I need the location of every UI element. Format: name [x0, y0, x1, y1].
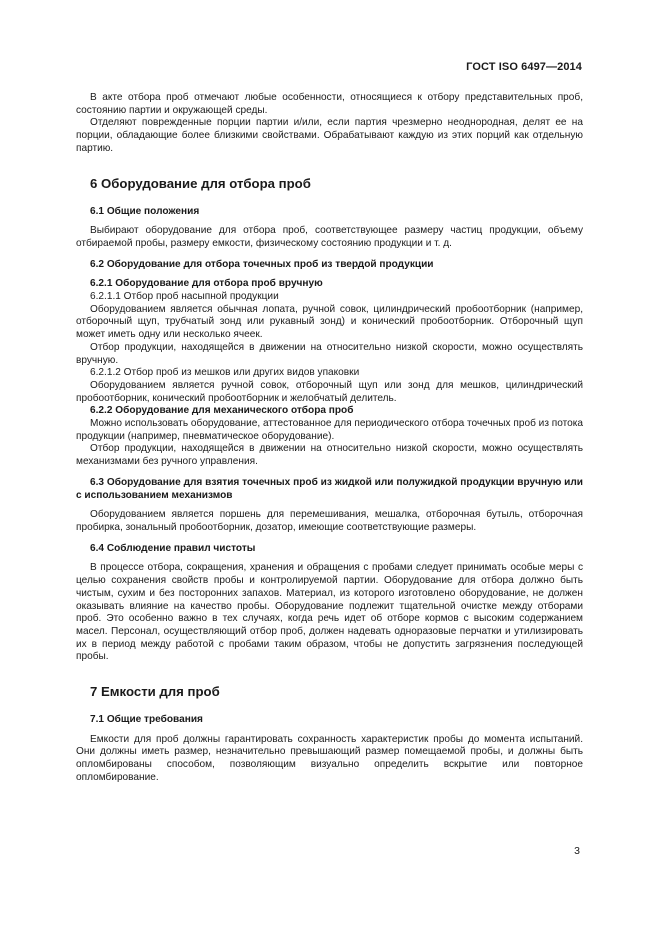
section-6-3-text: Оборудованием является поршень для перемешивания, мешалка, отборочная бутыль, отборочная пробирка, зональный пробоотборник, дозатор, имеющие соответствующие размеры. — [76, 509, 583, 533]
section-7-1-text: Емкости для проб должны гарантировать сохранность характеристик пробы до момента испытаний. Они должны иметь размер, незначительно превышающий размер помещаемой пробы, и должны быть опломбированы способом, позволяющим визуально определить вскрытие или повторное опломбирование. — [76, 733, 583, 783]
section-6-2-1-2-heading: 6.2.1.2 Отбор проб из мешков или других видов упаковки — [90, 367, 360, 379]
section-6-2-1-heading: 6.2.1 Оборудование для отбора проб вручную — [90, 278, 323, 290]
section-6-2-1-1-heading: 6.2.1.1 Отбор проб насыпной продукции — [90, 291, 279, 303]
intro-paragraph-1: В акте отбора проб отмечают любые особенности, относящиеся к отбору представительных проб, состоянию партии и окружающей среды. — [76, 92, 583, 116]
section-6-2-heading: 6.2 Оборудование для отбора точечных проб из твердой продукции — [90, 258, 434, 270]
section-6-1-text: Выбирают оборудование для отбора проб, соответствующее размеру частиц продукции, объему отбираемой пробы, размеру емкости, физическому состоянию продукции и т. д. — [76, 225, 583, 249]
section-6-4-text: В процессе отбора, сокращения, хранения и обращения с пробами следует принимать особые меры с целью сохранения свойств пробы и контролируемой партии. Оборудование для отбора должно быть чистым, сухим и без посторонних запахов. Материал, из которого изготовлено оборудование, не должен оказывать влияние на качество пробы. Оборудование подлежит тщательной очистке между отборами проб. Это особенно важно в тех случаях, когда речь идет об отборе кормов с высоким содержанием масел. Персонал, осуществляющий отбор проб, должен надевать одноразовые перчатки и утилизировать их в период между работой с пробами таким образом, чтобы не допустить загрязнения последующей пробы. — [76, 562, 583, 663]
page-content — [76, 92, 583, 785]
section-6-2-2-text-1: Можно использовать оборудование, аттестованное для периодического отбора точечных проб из потока продукции (например, пневматическое оборудование). — [76, 418, 583, 442]
section-6-2-1-2-text: Оборудованием является ручной совок, отборочный щуп или зонд для мешков, цилиндрический пробоотборник, конический пробоотборник и желобчатый делитель. — [76, 379, 583, 404]
section-6-4-heading: 6.4 Соблюдение правил чистоты — [90, 542, 256, 554]
section-6-3-heading: 6.3 Оборудование для взятия точечных проб из жидкой или полужидкой продукции вручную или с использованием механизмов — [76, 476, 583, 501]
section-7-1-heading: 7.1 Общие требования — [90, 714, 203, 726]
section-7-heading: 7 Емкости для проб — [90, 684, 220, 700]
section-6-2-1-1-text-1: Оборудованием является обычная лопата, ручной совок, цилиндрический пробоотборник (например, отборочный щуп, трубчатый зонд или рукавный зонд) и конический пробоотборник. Отборочный щуп может иметь одну или несколько ячеек. — [76, 303, 583, 341]
page-number: 3 — [574, 845, 580, 857]
section-6-2-2-heading: 6.2.2 Оборудование для механического отбора проб — [90, 405, 354, 417]
section-6-2-1-1-text-2: Отбор продукции, находящейся в движении на относительно низкой скорости, можно осуществлять вручную. — [76, 341, 583, 366]
standard-designation: ГОСТ ISO 6497—2014 — [466, 61, 582, 73]
section-6-1-heading: 6.1 Общие положения — [90, 205, 200, 217]
section-6-2-2-text-2: Отбор продукции, находящейся в движении на относительно низкой скорости, можно осуществлять механизмами без ручного управления. — [76, 443, 583, 468]
section-6-heading: 6 Оборудование для отбора проб — [90, 175, 311, 191]
intro-paragraph-2: Отделяют поврежденные порции партии и/или, если партия чрезмерно неоднородная, делят ее на порции, обладающие более близкими свойствами. Обрабатывают каждую из этих порций как отдельную партию. — [76, 117, 583, 154]
